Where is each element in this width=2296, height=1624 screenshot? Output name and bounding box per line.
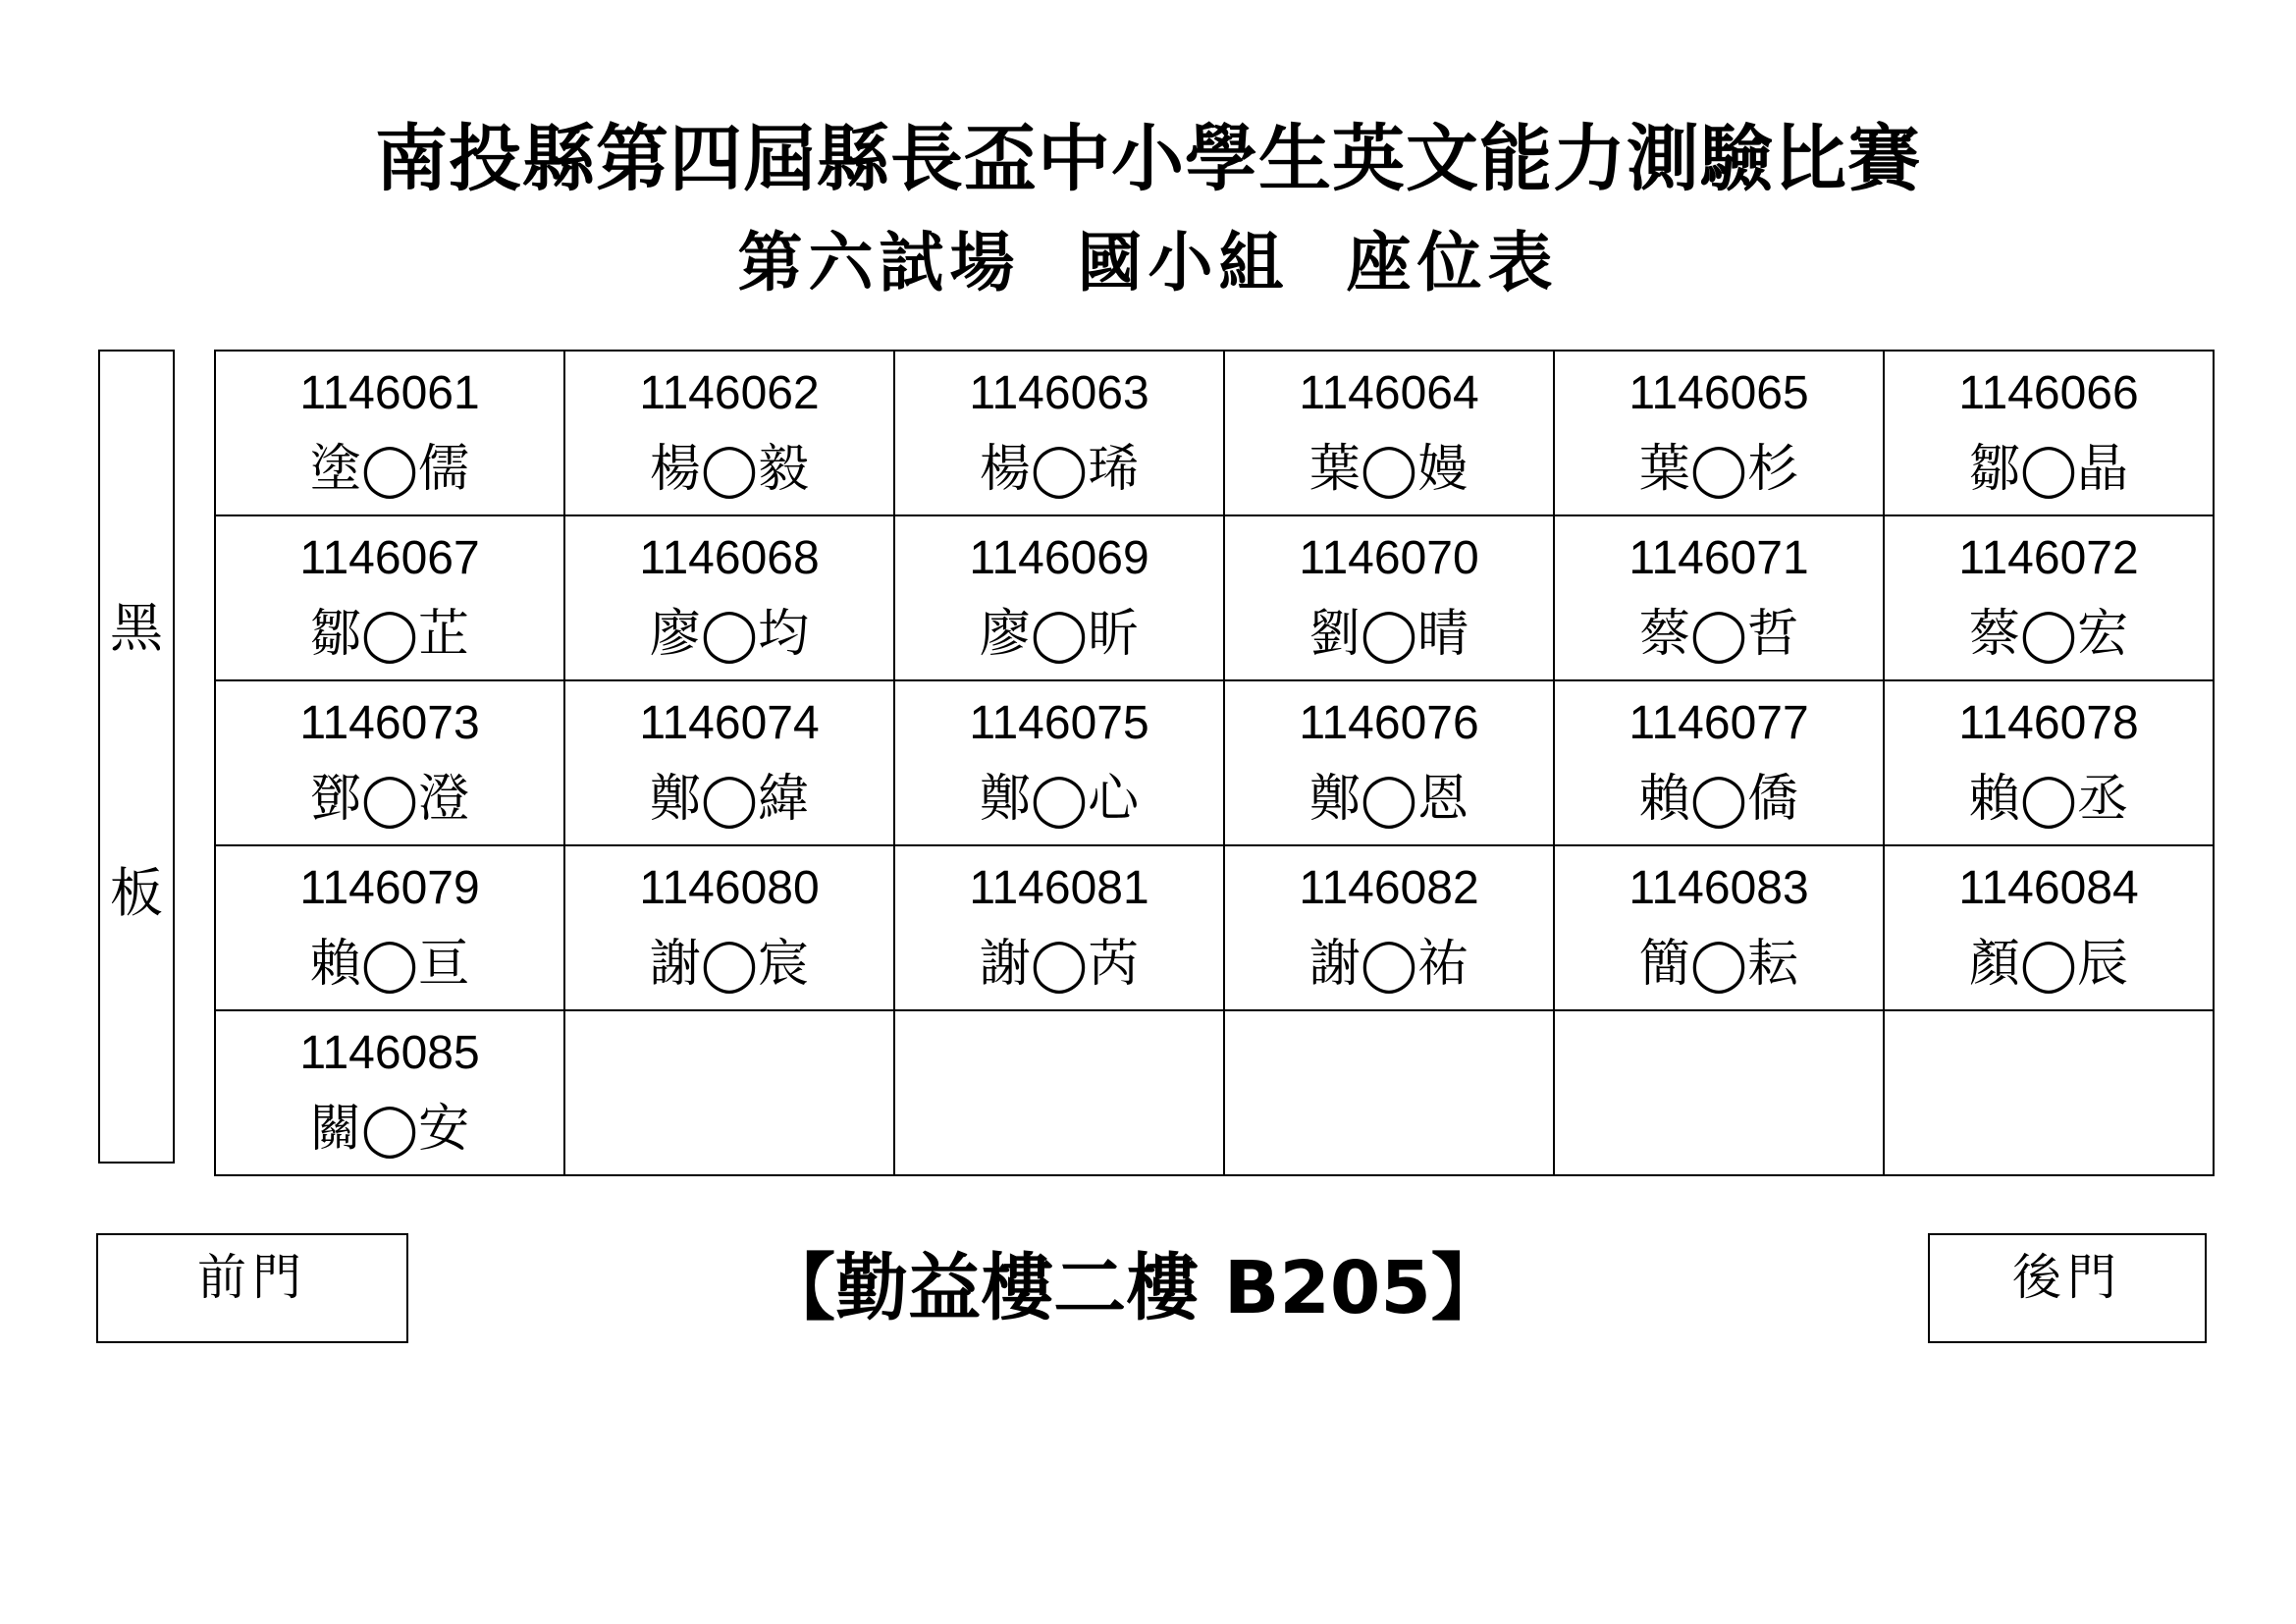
seat-cell [215,1010,564,1175]
seat-cell [894,515,1224,680]
seat-exam-number: 1146082 [1299,862,1479,914]
seat-cell [1224,351,1554,515]
seat-student-name: 廖◯均 [649,605,810,664]
seat-student-name: 賴◯亘 [309,935,470,994]
seat-exam-number: 1146072 [1958,532,2139,584]
seat-exam-number: 1146085 [299,1027,480,1079]
seat-exam-number: 1146074 [639,697,820,749]
seat-exam-number: 1146077 [1629,697,1809,749]
seat-cell [564,845,894,1010]
seat-cell [1224,1010,1554,1175]
seat-student-name: 謝◯宸 [649,935,810,994]
seat-student-name: 鄧◯澄 [309,770,470,829]
back-door-label: 後門 [1928,1233,2207,1343]
seat-student-name: 關◯安 [309,1100,470,1159]
seat-cell [1884,845,2214,1010]
seat-exam-number: 1146076 [1299,697,1479,749]
seat-cell [215,515,564,680]
seat-exam-number: 1146067 [299,532,480,584]
seat-row [215,351,2214,515]
seat-student-name: 劉◯晴 [1308,605,1469,664]
seat-student-name: 葉◯杉 [1638,440,1799,499]
seat-student-name: 顏◯辰 [1968,935,2129,994]
seat-student-name: 葉◯嫚 [1308,440,1469,499]
room-location: 【勤益樓二樓 B205】 [763,1246,1504,1330]
seat-student-name: 鄒◯芷 [309,605,470,664]
seat-cell [1554,680,1884,845]
seat-exam-number: 1146071 [1629,532,1809,584]
seat-cell [894,1010,1224,1175]
seat-student-name: 謝◯芮 [979,935,1140,994]
seat-exam-number: 1146083 [1629,862,1809,914]
seat-cell [215,845,564,1010]
seat-cell [1224,680,1554,845]
seat-cell [564,351,894,515]
page-title: 南投縣第四屆縣長盃中小學生英文能力測驗比賽 [375,117,1921,201]
seat-exam-number: 1146079 [299,862,480,914]
seat-cell [564,1010,894,1175]
seat-exam-number: 1146068 [639,532,820,584]
seat-table-body [215,351,2214,1175]
seat-exam-number: 1146064 [1299,367,1479,419]
page-subtitle: 第六試場 國小組 座位表 [737,224,1559,300]
seat-exam-number: 1146061 [299,367,480,419]
seat-student-name: 賴◯丞 [1968,770,2129,829]
seat-cell [894,845,1224,1010]
seat-student-name: 鄭◯緯 [649,770,810,829]
seat-cell [564,680,894,845]
seat-student-name: 鄭◯心 [979,770,1140,829]
seat-cell [1884,1010,2214,1175]
seat-student-name: 蔡◯哲 [1638,605,1799,664]
seat-cell [894,351,1224,515]
front-door-label: 前門 [96,1233,408,1343]
seat-exam-number: 1146073 [299,697,480,749]
seat-exam-number: 1146066 [1958,367,2139,419]
seat-student-name: 賴◯僑 [1638,770,1799,829]
seat-exam-number: 1146069 [969,532,1149,584]
seat-cell [1554,845,1884,1010]
seat-exam-number: 1146062 [639,367,820,419]
seat-exam-number: 1146084 [1958,862,2139,914]
seat-student-name: 鄭◯恩 [1308,770,1469,829]
seat-cell [1554,515,1884,680]
seat-student-name: 廖◯昕 [979,605,1140,664]
seat-exam-number: 1146070 [1299,532,1479,584]
seat-student-name: 楊◯毅 [649,440,810,499]
seat-exam-number: 1146063 [969,367,1149,419]
blackboard-label-char: 黑 [110,597,163,659]
seat-cell [215,351,564,515]
seat-exam-number: 1146080 [639,862,820,914]
seat-student-name: 蔡◯宏 [1968,605,2129,664]
seat-exam-number: 1146065 [1629,367,1809,419]
seat-exam-number: 1146075 [969,697,1149,749]
blackboard-label-char: 板 [110,862,163,924]
seat-cell [1554,1010,1884,1175]
seat-student-name: 謝◯祐 [1308,935,1469,994]
seat-cell [1224,515,1554,680]
seat-cell [1884,515,2214,680]
seat-row [215,1010,2214,1175]
seat-cell [1554,351,1884,515]
seat-student-name: 楊◯琋 [979,440,1140,499]
blackboard [98,350,175,1164]
seat-student-name: 塗◯儒 [309,440,470,499]
seat-cell [1884,680,2214,845]
seat-row [215,680,2214,845]
seat-exam-number: 1146078 [1958,697,2139,749]
seat-exam-number: 1146081 [969,862,1149,914]
seat-cell [1884,351,2214,515]
seat-cell [215,680,564,845]
seat-cell [564,515,894,680]
seat-student-name: 鄒◯晶 [1968,440,2129,499]
seat-table [214,350,2215,1176]
seat-cell [1224,845,1554,1010]
seat-cell [894,680,1224,845]
seat-row [215,515,2214,680]
seat-row [215,845,2214,1010]
seat-student-name: 簡◯耘 [1638,935,1799,994]
